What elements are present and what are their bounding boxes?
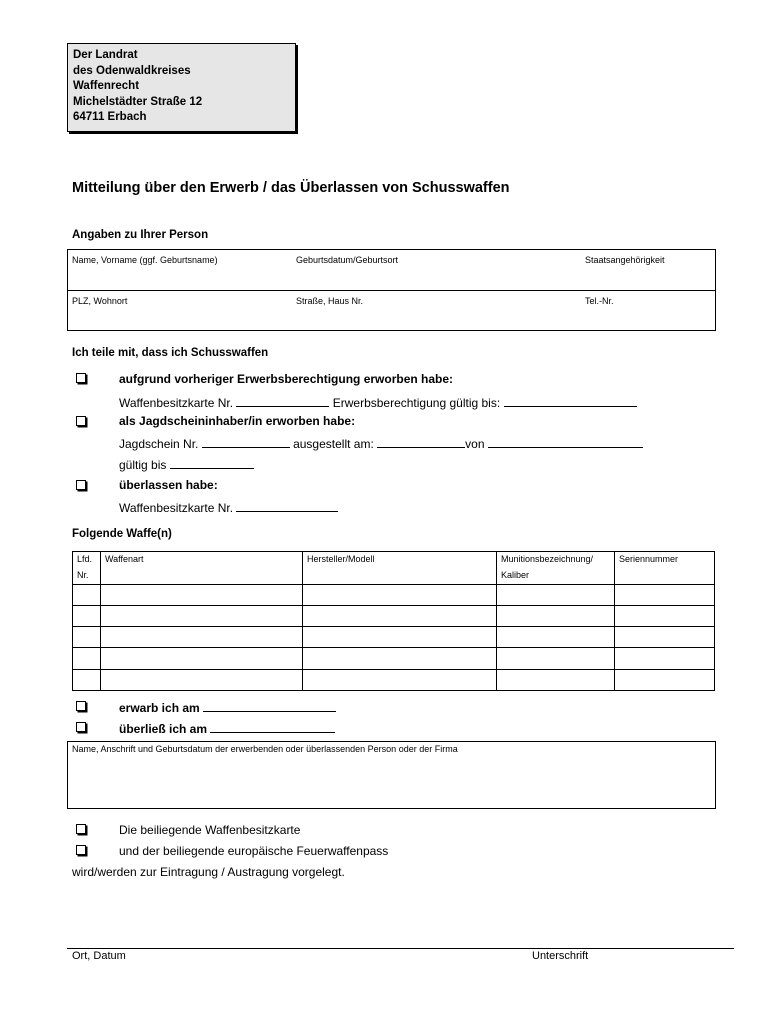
nationality-field-label: Staatsangehörigkeit <box>585 255 665 265</box>
handed-over-date-blank[interactable] <box>210 721 335 733</box>
license-valid-row <box>119 457 254 472</box>
option-prior-checkbox[interactable] <box>76 373 86 383</box>
table-row <box>72 669 715 670</box>
col-divider <box>100 551 101 691</box>
card-number-blank[interactable] <box>236 395 329 407</box>
address-line: 64711 Erbach <box>73 111 147 124</box>
col-header-maker: Hersteller/Modell <box>307 554 375 564</box>
col-header-serial: Seriennummer <box>619 554 679 564</box>
col-header-number-1: Lfd. <box>77 554 93 564</box>
issued-by-label: von <box>465 437 485 451</box>
handed-over-row <box>119 721 335 736</box>
option-prior-details <box>119 395 637 410</box>
acquired-date-blank[interactable] <box>203 700 336 712</box>
table-row <box>72 584 715 585</box>
table-row <box>72 626 715 627</box>
license-number-label: Jagdschein Nr. <box>119 437 199 451</box>
table-row <box>72 647 715 648</box>
option-transfer-checkbox[interactable] <box>76 480 86 490</box>
issued-label: ausgestellt am: <box>293 437 374 451</box>
option-hunter-label: als Jagdscheininhaber/in erworben habe: <box>119 414 356 428</box>
weapons-table <box>72 551 715 691</box>
option-prior-label: aufgrund vorheriger Erwerbsberechtigung erworben habe: <box>119 372 454 386</box>
documents-note: wird/werden zur Eintragung / Austragung vorgelegt. <box>72 865 345 879</box>
license-valid-label: gültig bis <box>119 458 167 472</box>
handed-over-label: überließ ich am <box>119 722 208 736</box>
card-checkbox[interactable] <box>76 824 86 834</box>
address-line: Waffenrecht <box>73 80 140 93</box>
phone-field-label: Tel.-Nr. <box>585 296 614 306</box>
transfer-card-label: Waffenbesitzkarte Nr. <box>119 501 234 515</box>
party-label: Name, Anschrift und Geburtsdatum der erwerbenden oder überlassenden Person oder der Firma <box>72 744 458 754</box>
birth-field-label: Geburtsdatum/Geburtsort <box>296 255 399 265</box>
col-header-type: Waffenart <box>105 554 144 564</box>
card-number-label: Waffenbesitzkarte Nr. <box>119 396 234 410</box>
divider <box>67 290 716 291</box>
address-line: Der Landrat <box>73 49 138 61</box>
acquired-row <box>119 700 336 715</box>
valid-until-blank[interactable] <box>504 395 637 407</box>
place-date-label: Ort, Datum <box>72 950 126 962</box>
option-hunter-checkbox[interactable] <box>76 416 86 426</box>
issued-by-blank[interactable] <box>488 436 643 448</box>
valid-until-label: Erwerbsberechtigung gültig bis: <box>332 396 501 410</box>
col-divider <box>496 551 497 691</box>
col-divider <box>302 551 303 691</box>
pass-checkbox[interactable] <box>76 845 86 855</box>
address-box <box>67 43 296 132</box>
page-title: Mitteilung über den Erwerb / das Überlassen von Schusswaffen <box>72 180 510 196</box>
transfer-card-blank[interactable] <box>236 500 338 512</box>
street-field-label: Straße, Haus Nr. <box>296 296 364 306</box>
signature-label: Unterschrift <box>532 950 589 962</box>
name-field-label: Name, Vorname (ggf. Geburtsname) <box>72 255 218 265</box>
col-header-ammo-1: Munitionsbezeichnung/ <box>501 554 594 564</box>
table-row <box>72 605 715 606</box>
person-heading: Angaben zu Ihrer Person <box>72 229 209 241</box>
signature-line <box>67 948 734 949</box>
option-transfer-details <box>119 500 338 515</box>
col-header-ammo-2: Kaliber <box>501 570 530 580</box>
col-divider <box>614 551 615 691</box>
col-header-number-2: Nr. <box>77 570 89 580</box>
license-valid-blank[interactable] <box>170 457 254 469</box>
option-hunter-details <box>119 436 643 451</box>
address-line: des Odenwaldkreises <box>73 64 191 77</box>
acquired-checkbox[interactable] <box>76 701 86 711</box>
acquired-label: erwarb ich am <box>119 701 200 715</box>
address-line: Michelstädter Straße 12 <box>73 95 203 108</box>
weapons-heading: Folgende Waffe(n) <box>72 528 172 540</box>
zip-field-label: PLZ, Wohnort <box>72 296 128 306</box>
license-number-blank[interactable] <box>202 436 290 448</box>
option-transfer-label: überlassen habe: <box>119 478 218 492</box>
notice-intro: Ich teile mit, dass ich Schusswaffen <box>72 347 269 359</box>
issued-date-blank[interactable] <box>377 436 465 448</box>
handed-over-checkbox[interactable] <box>76 722 86 732</box>
pass-label: und der beiliegende europäische Feuerwaffenpass <box>119 844 389 858</box>
card-label: Die beiliegende Waffenbesitzkarte <box>119 823 301 837</box>
